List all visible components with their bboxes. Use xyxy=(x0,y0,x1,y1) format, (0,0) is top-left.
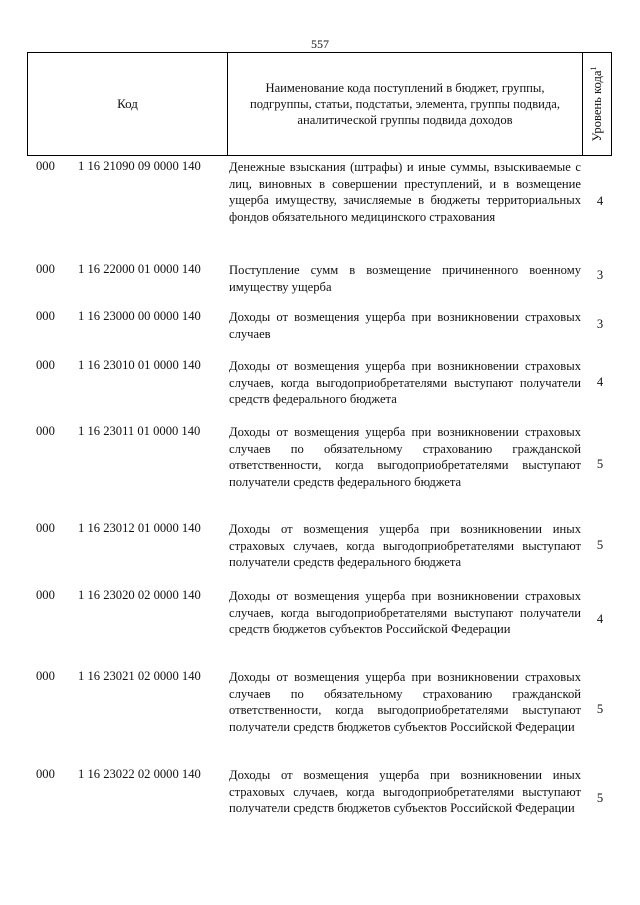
row-level: 4 xyxy=(596,375,604,389)
kbk-code: 1 16 22000 01 0000 140 xyxy=(78,262,201,276)
kbk-code: 1 16 23010 01 0000 140 xyxy=(78,358,201,372)
kbk-code: 1 16 23020 02 0000 140 xyxy=(78,588,201,602)
row-description: Доходы от возмещения ущерба при возникновении иных страховых случаев, когда выгодоприобретателями выступают получатели средств федерального бюджета xyxy=(229,522,581,569)
row-level: 5 xyxy=(596,702,604,716)
header-level xyxy=(589,67,605,142)
kbk-code: 1 16 23022 02 0000 140 xyxy=(78,767,201,781)
row-level: 4 xyxy=(596,612,604,626)
row-level: 5 xyxy=(596,791,604,805)
admin-code: 000 xyxy=(36,159,55,173)
admin-code: 000 xyxy=(36,262,55,276)
row-level: 4 xyxy=(596,194,604,208)
row-description: Доходы от возмещения ущерба при возникновении страховых случаев по обязательному страхованию гражданской ответственности, когда выгодоприобретателями выступают получатели средств федерального бюджета xyxy=(229,425,581,489)
page-number: 557 xyxy=(311,37,329,51)
header-level-label: Уровень кода xyxy=(590,70,605,142)
admin-code: 000 xyxy=(36,358,55,372)
admin-code: 000 xyxy=(36,588,55,602)
kbk-code: 1 16 23000 00 0000 140 xyxy=(78,309,201,323)
kbk-code: 1 16 23012 01 0000 140 xyxy=(78,521,201,535)
row-description: Доходы от возмещения ущерба при возникновении страховых случаев по обязательному страхованию гражданской ответственности, когда выгодоприобретателями выступают получатели средств бюджетов субъектов Российской Федерации xyxy=(229,670,581,734)
row-description: Доходы от возмещения ущерба при возникновении страховых случаев, когда выгодоприобретателями выступают получатели средств бюджетов субъектов Российской Федерации xyxy=(229,589,581,636)
header-name: Наименование кода поступлений в бюджет, группы, подгруппы, статьи, подстатьи, элемента, группы подвида, аналитической группы подвида доходов xyxy=(249,81,561,127)
row-description: Доходы от возмещения ущерба при возникновении страховых случаев xyxy=(229,310,581,341)
row-description: Поступление сумм в возмещение причиненного военному имуществу ущерба xyxy=(229,263,581,294)
kbk-code: 1 16 23021 02 0000 140 xyxy=(78,669,201,683)
kbk-code: 1 16 21090 09 0000 140 xyxy=(78,159,201,173)
header-code: Код xyxy=(117,96,138,111)
header-level-cell xyxy=(583,53,611,155)
row-description: Доходы от возмещения ущерба при возникновении страховых случаев, когда выгодоприобретателями выступают получатели средств федерального бюджета xyxy=(229,359,581,406)
admin-code: 000 xyxy=(36,767,55,781)
row-level: 3 xyxy=(596,317,604,331)
header-level-footnote: 1 xyxy=(588,66,598,71)
row-description: Доходы от возмещения ущерба при возникновении иных страховых случаев, когда выгодоприобретателями выступают получатели средств бюджетов субъектов Российской Федерации xyxy=(229,768,581,815)
admin-code: 000 xyxy=(36,521,55,535)
row-level: 5 xyxy=(596,457,604,471)
row-level: 5 xyxy=(596,538,604,552)
table-header xyxy=(27,52,612,156)
kbk-code: 1 16 23011 01 0000 140 xyxy=(78,424,201,438)
admin-code: 000 xyxy=(36,669,55,683)
admin-code: 000 xyxy=(36,424,55,438)
admin-code: 000 xyxy=(36,309,55,323)
row-description: Денежные взыскания (штрафы) и иные суммы, взыскиваемые с лиц, виновных в совершении преступлений, и в возмещение ущерба имуществу, зачисляемые в бюджеты территориальных фондов обязательного медицинского страхования xyxy=(229,160,581,224)
row-level: 3 xyxy=(596,268,604,282)
